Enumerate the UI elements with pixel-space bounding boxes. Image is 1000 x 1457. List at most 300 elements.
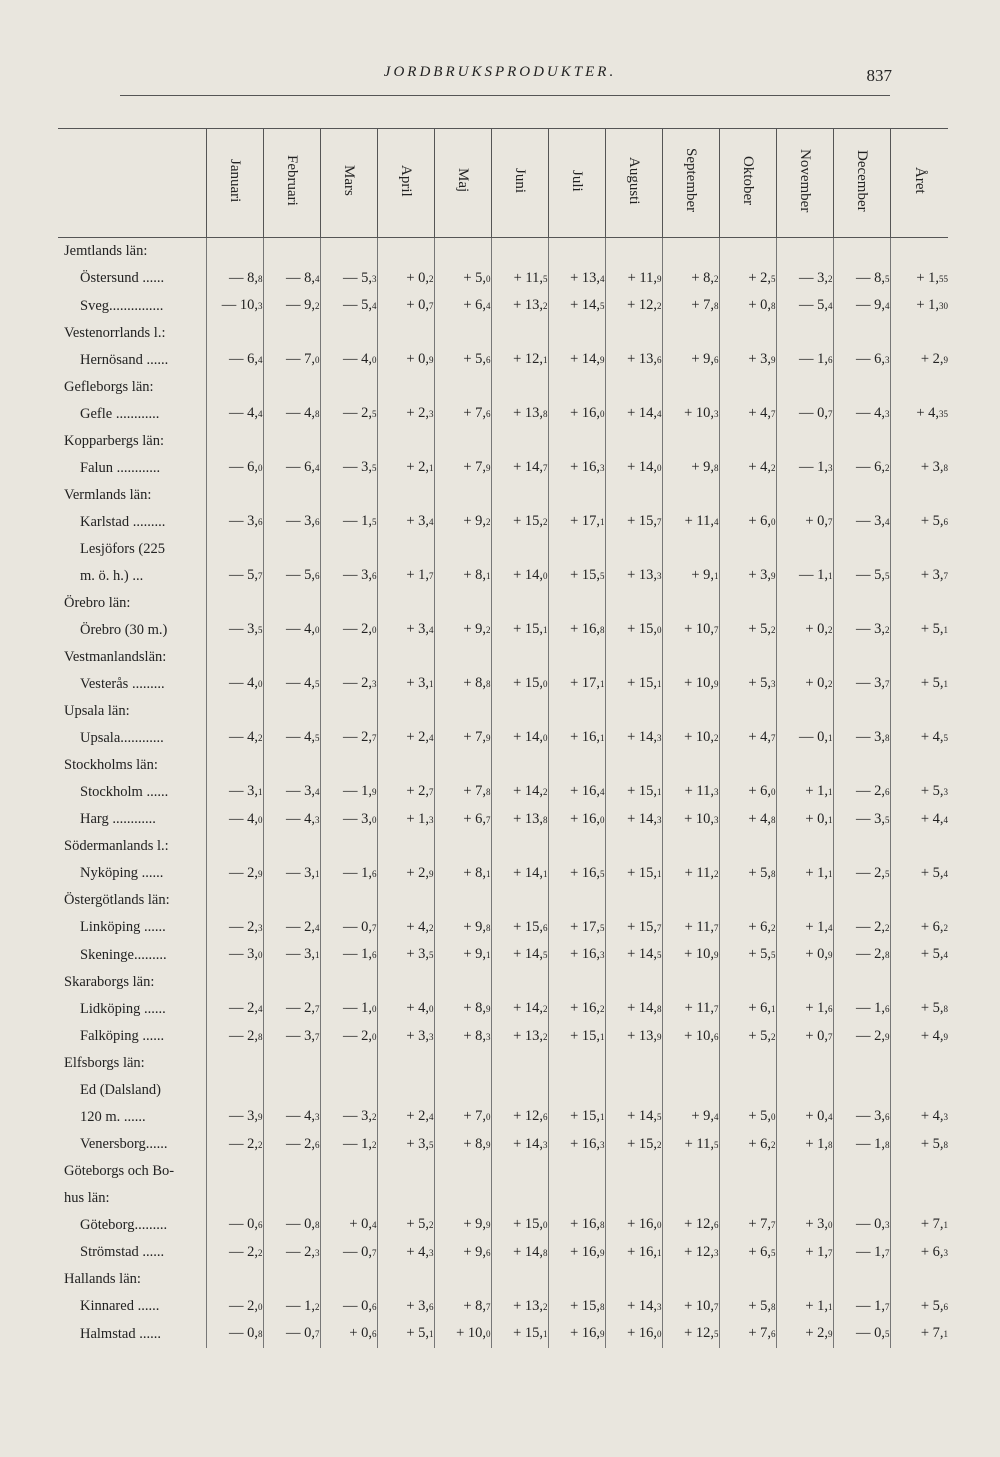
- value-cell: [206, 238, 263, 265]
- value-cell: [263, 698, 320, 725]
- value-cell: + 4,4: [890, 806, 948, 834]
- value-cell: — 2,2: [206, 1131, 263, 1159]
- value-cell: [662, 644, 719, 671]
- table-body: [58, 238, 948, 1348]
- value-cell: — 2,3: [320, 670, 377, 698]
- value-cell: + 16,3: [548, 941, 605, 969]
- value-cell: + 0,2: [776, 670, 833, 698]
- value-cell: + 2,1: [377, 454, 434, 482]
- column-header-label: Juli: [569, 169, 585, 192]
- value-cell: + 9,8: [662, 454, 719, 482]
- value-cell: + 7,1: [890, 1320, 948, 1348]
- value-cell: + 11,7: [662, 914, 719, 942]
- value-cell: [662, 1077, 719, 1104]
- value-cell: [833, 644, 890, 671]
- value-cell: [833, 1185, 890, 1212]
- value-cell: [605, 752, 662, 779]
- value-cell: + 0,7: [377, 292, 434, 320]
- column-header: [719, 129, 776, 238]
- value-cell: [833, 752, 890, 779]
- value-cell: + 6,2: [719, 914, 776, 942]
- value-cell: [548, 969, 605, 996]
- value-cell: — 6,4: [206, 346, 263, 374]
- value-cell: [890, 969, 948, 996]
- value-cell: + 14,8: [491, 1239, 548, 1267]
- station-name: Örebro (30 m.): [80, 621, 168, 638]
- region-row: [58, 482, 948, 509]
- value-cell: [776, 969, 833, 996]
- column-header: [491, 129, 548, 238]
- station-name: Lidköping ......: [80, 1000, 166, 1017]
- column-header-label: Mars: [341, 165, 357, 196]
- station-name: Skeninge.........: [80, 946, 167, 963]
- value-cell: [890, 698, 948, 725]
- station-row: [58, 1077, 948, 1104]
- column-header-label: April: [398, 164, 414, 197]
- value-cell: [320, 590, 377, 617]
- value-cell: [491, 482, 548, 509]
- value-cell: + 1,7: [377, 562, 434, 590]
- value-cell: + 8,3: [434, 1023, 491, 1051]
- value-cell: + 7,0: [434, 1103, 491, 1131]
- station-row: [58, 265, 948, 293]
- value-cell: [605, 536, 662, 563]
- region-row: [58, 1266, 948, 1293]
- value-cell: [548, 1266, 605, 1293]
- station-row: [58, 292, 948, 320]
- region-name: Elfsborgs län:: [64, 1055, 145, 1071]
- value-cell: [776, 1050, 833, 1077]
- value-cell: [548, 698, 605, 725]
- value-cell: + 5,2: [719, 616, 776, 644]
- value-cell: [377, 644, 434, 671]
- value-cell: + 0,9: [776, 941, 833, 969]
- value-cell: [890, 1077, 948, 1104]
- value-cell: — 2,2: [206, 1239, 263, 1267]
- value-cell: [719, 887, 776, 914]
- value-cell: + 16,8: [548, 1211, 605, 1239]
- value-cell: [719, 320, 776, 347]
- value-cell: [206, 1158, 263, 1185]
- value-cell: [377, 482, 434, 509]
- value-cell: [377, 1050, 434, 1077]
- value-cell: [833, 536, 890, 563]
- value-cell: [320, 320, 377, 347]
- value-cell: [491, 320, 548, 347]
- value-cell: [434, 1266, 491, 1293]
- column-header: [605, 129, 662, 238]
- value-cell: [206, 1266, 263, 1293]
- value-cell: + 6,2: [719, 1131, 776, 1159]
- column-header: [662, 129, 719, 238]
- value-cell: [263, 428, 320, 455]
- value-cell: [890, 428, 948, 455]
- value-cell: — 3,7: [833, 670, 890, 698]
- value-cell: — 5,3: [320, 265, 377, 293]
- value-cell: — 1,6: [776, 346, 833, 374]
- value-cell: + 3,3: [377, 1023, 434, 1051]
- region-name: Göteborgs och Bo-: [64, 1163, 175, 1179]
- value-cell: + 10,6: [662, 1023, 719, 1051]
- value-cell: + 3,7: [890, 562, 948, 590]
- station-name: Nyköping ......: [80, 865, 164, 881]
- value-cell: [206, 644, 263, 671]
- value-cell: — 0,8: [206, 1320, 263, 1348]
- value-cell: [776, 590, 833, 617]
- region-row: [58, 969, 948, 996]
- value-cell: + 17,1: [548, 670, 605, 698]
- value-cell: [434, 887, 491, 914]
- value-cell: + 5,8: [890, 1131, 948, 1159]
- value-cell: [719, 833, 776, 860]
- value-cell: — 2,6: [833, 778, 890, 806]
- value-cell: + 15,7: [605, 914, 662, 942]
- station-name: Stockholm ......: [80, 783, 169, 800]
- station-row: [58, 860, 948, 888]
- value-cell: + 16,0: [605, 1320, 662, 1348]
- column-header-label: Augusti: [626, 156, 642, 205]
- value-cell: + 5,4: [890, 860, 948, 888]
- value-cell: [377, 752, 434, 779]
- value-cell: [890, 238, 948, 265]
- value-cell: [605, 969, 662, 996]
- value-cell: [377, 833, 434, 860]
- station-name: Sveg...............: [80, 297, 164, 314]
- value-cell: [263, 320, 320, 347]
- value-cell: + 9,2: [434, 616, 491, 644]
- value-cell: — 0,7: [320, 914, 377, 942]
- value-cell: [662, 752, 719, 779]
- value-cell: + 2,3: [377, 400, 434, 428]
- value-cell: [491, 374, 548, 401]
- column-header-label: December: [854, 149, 870, 212]
- value-cell: — 4,0: [206, 806, 263, 834]
- value-cell: — 5,6: [263, 562, 320, 590]
- value-cell: — 4,5: [263, 670, 320, 698]
- station-row: [58, 562, 948, 590]
- region-row: [58, 833, 948, 860]
- value-cell: [491, 969, 548, 996]
- value-cell: + 2,4: [377, 724, 434, 752]
- value-cell: + 14,4: [605, 400, 662, 428]
- value-cell: — 1,5: [320, 508, 377, 536]
- station-row: [58, 400, 948, 428]
- value-cell: — 2,8: [206, 1023, 263, 1051]
- value-cell: + 0,2: [776, 616, 833, 644]
- value-cell: — 2,7: [263, 995, 320, 1023]
- value-cell: [833, 428, 890, 455]
- value-cell: + 5,5: [719, 941, 776, 969]
- region-name: Gefleborgs län:: [64, 378, 154, 395]
- value-cell: + 14,2: [491, 778, 548, 806]
- value-cell: — 1,2: [320, 1131, 377, 1159]
- value-cell: [605, 238, 662, 265]
- value-cell: [662, 1266, 719, 1293]
- value-cell: [434, 320, 491, 347]
- value-cell: — 0,7: [776, 400, 833, 428]
- value-cell: [263, 833, 320, 860]
- column-header: [776, 129, 833, 238]
- value-cell: + 16,0: [548, 400, 605, 428]
- value-cell: — 2,0: [320, 1023, 377, 1051]
- value-cell: + 13,9: [605, 1023, 662, 1051]
- station-name: Ed (Dalsland): [80, 1081, 161, 1098]
- value-cell: — 6,2: [833, 454, 890, 482]
- value-cell: + 8,2: [662, 265, 719, 293]
- value-cell: + 14,1: [491, 860, 548, 888]
- value-cell: — 2,2: [833, 914, 890, 942]
- value-cell: [320, 238, 377, 265]
- station-name: Göteborg.........: [80, 1216, 168, 1233]
- value-cell: + 13,2: [491, 1023, 548, 1051]
- value-cell: + 17,5: [548, 914, 605, 942]
- station-row: [58, 1023, 948, 1051]
- value-cell: + 0,8: [719, 292, 776, 320]
- value-cell: — 3,8: [833, 724, 890, 752]
- value-cell: — 0,7: [263, 1320, 320, 1348]
- value-cell: + 5,8: [719, 860, 776, 888]
- value-cell: [833, 1158, 890, 1185]
- value-cell: — 3,4: [263, 778, 320, 806]
- value-cell: + 15,1: [548, 1103, 605, 1131]
- value-cell: [890, 752, 948, 779]
- value-cell: + 9,8: [434, 914, 491, 942]
- value-cell: — 0,5: [833, 1320, 890, 1348]
- value-cell: [263, 374, 320, 401]
- value-cell: [890, 1266, 948, 1293]
- column-header-label: Året: [911, 167, 928, 194]
- value-cell: [263, 482, 320, 509]
- value-cell: — 4,8: [263, 400, 320, 428]
- value-cell: [776, 1077, 833, 1104]
- value-cell: + 16,3: [548, 454, 605, 482]
- value-cell: + 3,9: [719, 562, 776, 590]
- value-cell: [206, 969, 263, 996]
- column-header: [434, 129, 491, 238]
- value-cell: + 9,4: [662, 1103, 719, 1131]
- station-row: [58, 536, 948, 563]
- value-cell: + 10,3: [662, 400, 719, 428]
- value-cell: [491, 833, 548, 860]
- value-cell: + 0,4: [320, 1211, 377, 1239]
- value-cell: + 0,6: [320, 1320, 377, 1348]
- value-cell: [605, 320, 662, 347]
- value-cell: — 2,7: [320, 724, 377, 752]
- value-cell: [605, 374, 662, 401]
- value-cell: [719, 238, 776, 265]
- value-cell: + 4,2: [719, 454, 776, 482]
- value-cell: — 1,0: [320, 995, 377, 1023]
- value-cell: [662, 698, 719, 725]
- column-header-label: Juni: [512, 167, 528, 193]
- value-cell: — 5,4: [776, 292, 833, 320]
- value-cell: + 11,5: [491, 265, 548, 293]
- station-row: [58, 346, 948, 374]
- value-cell: + 13,8: [491, 400, 548, 428]
- station-row: [58, 995, 948, 1023]
- value-cell: + 14,9: [548, 346, 605, 374]
- value-cell: — 9,2: [263, 292, 320, 320]
- column-header: [890, 129, 948, 238]
- value-cell: + 10,9: [662, 941, 719, 969]
- value-cell: — 3,5: [320, 454, 377, 482]
- value-cell: + 14,0: [491, 724, 548, 752]
- station-name: Karlstad .........: [80, 513, 166, 530]
- value-cell: + 11,5: [662, 1131, 719, 1159]
- value-cell: [377, 1266, 434, 1293]
- value-cell: — 3,0: [320, 806, 377, 834]
- value-cell: + 9,1: [662, 562, 719, 590]
- value-cell: + 3,1: [377, 670, 434, 698]
- value-cell: + 4,8: [719, 806, 776, 834]
- value-cell: [890, 1158, 948, 1185]
- value-cell: [377, 969, 434, 996]
- value-cell: [662, 969, 719, 996]
- value-cell: [320, 752, 377, 779]
- value-cell: [719, 1185, 776, 1212]
- region-name: Skaraborgs län:: [64, 973, 155, 990]
- region-name: Östergötlands län:: [64, 892, 170, 908]
- station-row: [58, 1320, 948, 1348]
- station-name: Halmstad ......: [80, 1325, 161, 1342]
- value-cell: [662, 1158, 719, 1185]
- value-cell: — 3,6: [263, 508, 320, 536]
- station-name: m. ö. h.) ...: [80, 567, 144, 584]
- value-cell: [434, 238, 491, 265]
- value-cell: — 6,0: [206, 454, 263, 482]
- region-name: Vestenorrlands l.:: [64, 324, 166, 341]
- value-cell: + 13,6: [605, 346, 662, 374]
- value-cell: [491, 1077, 548, 1104]
- value-cell: [263, 238, 320, 265]
- value-cell: + 15,1: [605, 778, 662, 806]
- region-name: Vermlands län:: [64, 486, 152, 503]
- value-cell: [377, 1077, 434, 1104]
- value-cell: [548, 887, 605, 914]
- value-cell: [491, 590, 548, 617]
- value-cell: [263, 590, 320, 617]
- value-cell: [776, 644, 833, 671]
- value-cell: + 2,9: [776, 1320, 833, 1348]
- value-cell: + 15,1: [548, 1023, 605, 1051]
- value-cell: [491, 536, 548, 563]
- value-cell: + 15,2: [491, 508, 548, 536]
- value-cell: + 9,2: [434, 508, 491, 536]
- value-cell: [320, 833, 377, 860]
- value-cell: [605, 1266, 662, 1293]
- value-cell: + 16,0: [605, 1211, 662, 1239]
- value-cell: + 7,1: [890, 1211, 948, 1239]
- value-cell: + 15,8: [548, 1293, 605, 1321]
- value-cell: [377, 238, 434, 265]
- value-cell: [491, 1185, 548, 1212]
- value-cell: [548, 644, 605, 671]
- region-row: [58, 752, 948, 779]
- value-cell: + 6,0: [719, 508, 776, 536]
- value-cell: — 4,0: [263, 616, 320, 644]
- value-cell: [776, 320, 833, 347]
- value-cell: — 5,7: [206, 562, 263, 590]
- value-cell: [491, 428, 548, 455]
- value-cell: + 16,0: [548, 806, 605, 834]
- value-cell: [548, 590, 605, 617]
- value-cell: [548, 374, 605, 401]
- value-cell: — 2,0: [206, 1293, 263, 1321]
- station-row: [58, 670, 948, 698]
- header-corner-cell: [58, 129, 206, 238]
- value-cell: [890, 482, 948, 509]
- value-cell: + 10,3: [662, 806, 719, 834]
- value-cell: + 11,4: [662, 508, 719, 536]
- value-cell: [320, 1266, 377, 1293]
- value-cell: — 10,3: [206, 292, 263, 320]
- value-cell: [206, 590, 263, 617]
- value-cell: + 4,7: [719, 400, 776, 428]
- value-cell: + 3,5: [377, 941, 434, 969]
- value-cell: [833, 833, 890, 860]
- station-row: [58, 1211, 948, 1239]
- value-cell: — 0,7: [320, 1239, 377, 1267]
- value-cell: — 4,3: [263, 806, 320, 834]
- value-cell: [548, 833, 605, 860]
- value-cell: — 8,4: [263, 265, 320, 293]
- value-cell: — 1,6: [833, 995, 890, 1023]
- region-name: Stockholms län:: [64, 756, 158, 773]
- value-cell: [776, 1266, 833, 1293]
- value-cell: [377, 1185, 434, 1212]
- value-cell: + 3,0: [776, 1211, 833, 1239]
- value-cell: + 6,5: [719, 1239, 776, 1267]
- region-row: [58, 428, 948, 455]
- value-cell: [776, 482, 833, 509]
- value-cell: [776, 752, 833, 779]
- value-cell: [263, 1077, 320, 1104]
- region-name: Örebro län:: [64, 594, 131, 611]
- value-cell: + 14,2: [491, 995, 548, 1023]
- value-cell: + 10,2: [662, 724, 719, 752]
- value-cell: [719, 644, 776, 671]
- value-cell: + 6,3: [890, 1239, 948, 1267]
- value-cell: [662, 482, 719, 509]
- value-cell: [320, 374, 377, 401]
- value-cell: [605, 644, 662, 671]
- column-header-label: Oktober: [740, 155, 756, 206]
- value-cell: + 1,7: [776, 1239, 833, 1267]
- value-cell: [662, 887, 719, 914]
- region-row: [58, 590, 948, 617]
- value-cell: [833, 374, 890, 401]
- value-cell: — 4,3: [263, 1103, 320, 1131]
- value-cell: + 3,8: [890, 454, 948, 482]
- value-cell: + 5,3: [719, 670, 776, 698]
- value-cell: [263, 1050, 320, 1077]
- value-cell: + 8,9: [434, 995, 491, 1023]
- value-cell: + 15,0: [605, 616, 662, 644]
- region-row: [58, 320, 948, 347]
- value-cell: [890, 644, 948, 671]
- page-number: 837: [866, 66, 892, 85]
- value-cell: + 2,4: [377, 1103, 434, 1131]
- value-cell: [662, 590, 719, 617]
- value-cell: — 6,3: [833, 346, 890, 374]
- region-row: [58, 644, 948, 671]
- value-cell: [605, 428, 662, 455]
- value-cell: + 10,0: [434, 1320, 491, 1348]
- value-cell: [491, 1050, 548, 1077]
- region-row: [58, 1050, 948, 1077]
- value-cell: [719, 698, 776, 725]
- region-name: Kopparbergs län:: [64, 432, 164, 449]
